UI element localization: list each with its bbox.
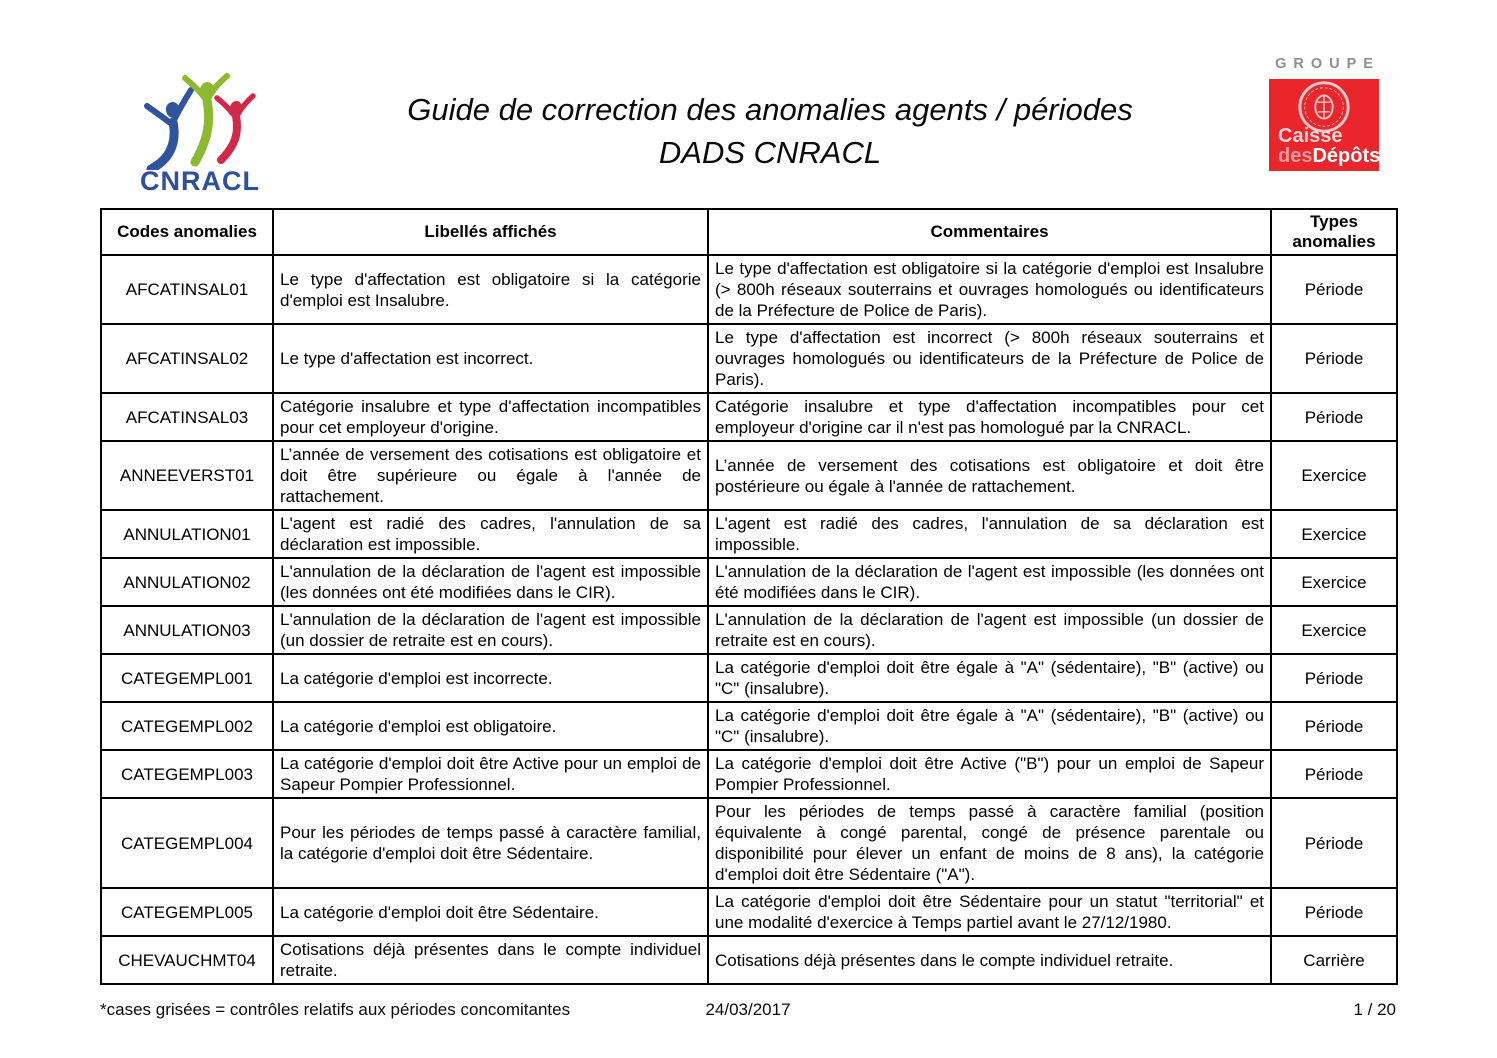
anomaly-code-cell: CATEGEMPL004 [101, 798, 273, 888]
column-header-types-anomalies: Types anomalies [1271, 209, 1397, 255]
anomaly-type-cell: Exercice [1271, 558, 1397, 606]
anomaly-type-cell: Période [1271, 324, 1397, 393]
anomaly-comment-cell: Pour les périodes de temps passé à caractère familial (position équivalente à congé parental, congé de présence parentale ou disponibilité pour élever un enfant de moins de 8 ans), la catégorie d'emploi doit être Sédentaire ("A"). [708, 798, 1271, 888]
anomaly-type-cell: Période [1271, 702, 1397, 750]
cdc-caisse-label: Caisse [1278, 125, 1343, 147]
page-title-line2: DADS CNRACL [658, 135, 882, 170]
anomaly-label-cell: La catégorie d'emploi doit être Sédentaire. [273, 888, 708, 936]
anomaly-code-cell: CATEGEMPL005 [101, 888, 273, 936]
table-row [101, 393, 1397, 441]
footer-date: 24/03/2017 [705, 1000, 791, 1019]
anomalies-table-header [101, 209, 1397, 255]
anomaly-type-cell: Exercice [1271, 510, 1397, 558]
anomaly-type-cell: Carrière [1271, 936, 1397, 984]
anomaly-label-cell: Catégorie insalubre et type d'affectation incompatibles pour cet employeur d'origine. [273, 393, 708, 441]
anomaly-type-cell: Exercice [1271, 606, 1397, 654]
anomaly-code-cell: CATEGEMPL003 [101, 750, 273, 798]
anomaly-code-cell: CHEVAUCHMT04 [101, 936, 273, 984]
footnote: *cases grisées = contrôles relatifs aux périodes concomitantes [100, 1000, 571, 1019]
table-row [101, 441, 1397, 510]
anomaly-comment-cell: Le type d'affectation est obligatoire si la catégorie d'emploi est Insalubre (> 800h réseaux souterrains et ouvrages homologués ou identificateurs de la Préfecture de Police de Paris). [708, 255, 1271, 324]
table-row [101, 888, 1397, 936]
cnracl-wordmark-light: ACL [201, 166, 260, 196]
column-header-libelles-affiches: Libellés affichés [273, 209, 708, 255]
page-title-line1: Guide de correction des anomalies agents / périodes [407, 92, 1133, 127]
anomaly-type-cell: Exercice [1271, 441, 1397, 510]
anomaly-label-cell: L'annulation de la déclaration de l'agent est impossible (les données ont été modifiées dans le CIR). [273, 558, 708, 606]
page-title [150, 88, 1390, 174]
caisse-des-depots-logo [1254, 56, 1394, 171]
anomaly-code-cell: CATEGEMPL002 [101, 702, 273, 750]
cdc-depots-word: Dépôts [1312, 145, 1381, 167]
column-header-commentaires: Commentaires [708, 209, 1271, 255]
anomaly-label-cell: L’année de versement des cotisations est obligatoire et doit être supérieure ou égale à l'année de rattachement. [273, 441, 708, 510]
anomaly-label-cell: Le type d'affectation est incorrect. [273, 324, 708, 393]
anomaly-code-cell: AFCATINSAL01 [101, 255, 273, 324]
anomaly-label-cell: La catégorie d'emploi doit être Active pour un emploi de Sapeur Pompier Professionnel. [273, 750, 708, 798]
anomaly-label-cell: La catégorie d'emploi est incorrecte. [273, 654, 708, 702]
anomaly-type-cell: Période [1271, 654, 1397, 702]
anomaly-comment-cell: L’année de versement des cotisations est obligatoire et doit être postérieure ou égale à l'année de rattachement. [708, 441, 1271, 510]
anomaly-comment-cell: Cotisations déjà présentes dans le compte individuel retraite. [708, 936, 1271, 984]
anomalies-table [100, 208, 1398, 985]
anomaly-type-cell: Période [1271, 393, 1397, 441]
anomaly-comment-cell: La catégorie d'emploi doit être égale à "A" (sédentaire), "B" (active) ou "C" (insalubre). [708, 702, 1271, 750]
cdc-depots-label [1278, 146, 1380, 166]
cdc-red-square [1269, 79, 1379, 171]
table-row [101, 702, 1397, 750]
anomaly-code-cell: CATEGEMPL001 [101, 654, 273, 702]
anomalies-table-body [101, 255, 1397, 984]
anomaly-comment-cell: La catégorie d'emploi doit être Active ("B") pour un emploi de Sapeur Pompier Professionnel. [708, 750, 1271, 798]
anomaly-code-cell: ANNULATION01 [101, 510, 273, 558]
table-row [101, 558, 1397, 606]
table-row [101, 936, 1397, 984]
table-row [101, 750, 1397, 798]
anomaly-comment-cell: La catégorie d'emploi doit être Sédentaire pour un statut "territorial" et une modalité d'exercice à Temps partiel avant le 27/12/1980. [708, 888, 1271, 936]
anomaly-code-cell: AFCATINSAL02 [101, 324, 273, 393]
table-row [101, 654, 1397, 702]
anomaly-comment-cell: La catégorie d'emploi doit être égale à "A" (sédentaire), "B" (active) ou "C" (insalubre). [708, 654, 1271, 702]
column-header-codes-anomalies: Codes anomalies [101, 209, 273, 255]
anomaly-type-cell: Période [1271, 888, 1397, 936]
table-row [101, 798, 1397, 888]
anomaly-comment-cell: L'annulation de la déclaration de l'agent est impossible (les données ont été modifiées dans le CIR). [708, 558, 1271, 606]
table-row [101, 324, 1397, 393]
anomaly-label-cell: Pour les périodes de temps passé à caractère familial, la catégorie d'emploi doit être Sédentaire. [273, 798, 708, 888]
cnracl-wordmark-bold: CNR [140, 166, 202, 196]
anomaly-label-cell: L'annulation de la déclaration de l'agent est impossible (un dossier de retraite est en cours). [273, 606, 708, 654]
anomaly-type-cell: Période [1271, 255, 1397, 324]
table-row [101, 606, 1397, 654]
groupe-label: GROUPE [1275, 56, 1380, 72]
anomaly-type-cell: Période [1271, 750, 1397, 798]
anomaly-comment-cell: Catégorie insalubre et type d'affectation incompatibles pour cet employeur d'origine car il n'est pas homologué par la CNRACL. [708, 393, 1271, 441]
anomaly-label-cell: L'agent est radié des cadres, l'annulation de sa déclaration est impossible. [273, 510, 708, 558]
cdc-des-label: des [1278, 145, 1313, 167]
table-row [101, 255, 1397, 324]
anomaly-type-cell: Période [1271, 798, 1397, 888]
anomaly-code-cell: ANNULATION02 [101, 558, 273, 606]
anomaly-code-cell: ANNULATION03 [101, 606, 273, 654]
table-row [101, 510, 1397, 558]
header-row [101, 209, 1397, 255]
anomaly-label-cell: Le type d'affectation est obligatoire si la catégorie d'emploi est Insalubre. [273, 255, 708, 324]
anomaly-code-cell: AFCATINSAL03 [101, 393, 273, 441]
anomaly-comment-cell: L'agent est radié des cadres, l'annulation de sa déclaration est impossible. [708, 510, 1271, 558]
anomaly-label-cell: La catégorie d'emploi est obligatoire. [273, 702, 708, 750]
anomaly-label-cell: Cotisations déjà présentes dans le compte individuel retraite. [273, 936, 708, 984]
anomaly-comment-cell: Le type d'affectation est incorrect (> 800h réseaux souterrains et ouvrages homologués ou identificateurs de la Préfecture de Police de Paris). [708, 324, 1271, 393]
page-number: 1 / 20 [1353, 1000, 1396, 1019]
anomaly-code-cell: ANNEEVERST01 [101, 441, 273, 510]
anomaly-comment-cell: L'annulation de la déclaration de l'agent est impossible (un dossier de retraite est en cours). [708, 606, 1271, 654]
